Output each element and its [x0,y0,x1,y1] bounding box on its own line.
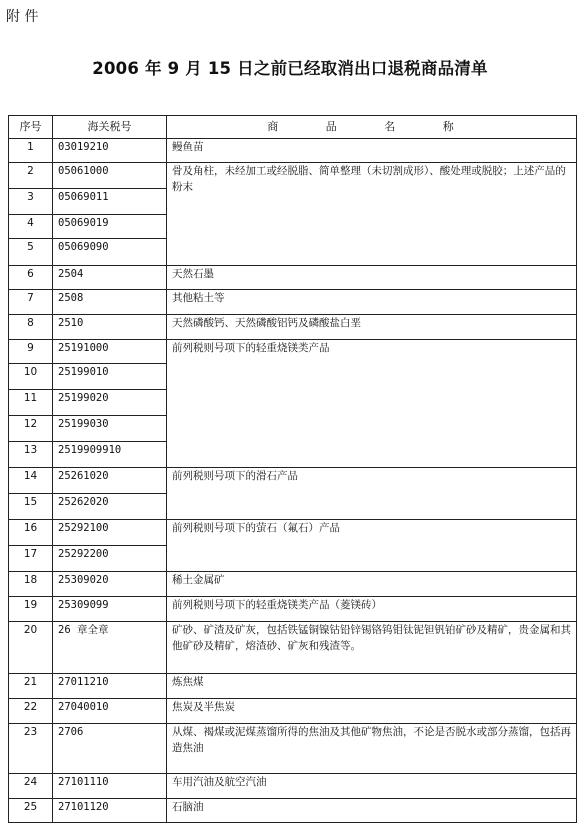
row-code: 25309020 [53,572,167,597]
table-row [9,674,577,699]
row-seq: 12 [9,416,53,442]
table-row [9,163,577,189]
row-code: 25292200 [53,546,167,572]
row-code: 2508 [53,290,167,315]
row-name: 焦炭及半焦炭 [167,699,577,724]
page-title: 2006 年 9 月 15 日之前已经取消出口退税商品清单 [92,59,488,78]
table-row [9,315,577,340]
row-name: 石脑油 [167,799,577,823]
row-seq: 16 [9,520,53,546]
row-name: 前列税则号项下的萤石（氟石）产品 [167,520,577,572]
row-name: 前列税则号项下的滑石产品 [167,468,577,520]
table-header-row [9,116,577,139]
row-seq: 2 [9,163,53,189]
row-name: 矿砂、矿渣及矿灰，包括铁锰铜镍钴铅锌锡铬钨钼钛铌钽钒铂矿砂及精矿，贵金属和其他矿砂及精矿，熔渣砂、矿灰和残渣等。 [167,622,577,674]
row-code: 27101110 [53,774,167,799]
row-name: 前列税则号项下的轻重烧镁类产品（菱镁砖） [167,597,577,622]
row-code: 27040010 [53,699,167,724]
attachment-label: 附 件 [6,9,39,25]
table-row [9,774,577,799]
row-code: 2504 [53,266,167,290]
row-seq: 11 [9,390,53,416]
row-name: 天然磷酸钙、天然磷酸铝钙及磷酸盐白垩 [167,315,577,340]
row-code: 27011210 [53,674,167,699]
row-seq: 4 [9,215,53,239]
table-row [9,622,577,674]
column-header-code: 海关税号 [53,116,167,139]
row-code: 26 章全章 [53,622,167,674]
row-seq: 25 [9,799,53,823]
row-name: 车用汽油及航空汽油 [167,774,577,799]
row-seq: 19 [9,597,53,622]
row-name: 炼焦煤 [167,674,577,699]
row-code: 25191000 [53,340,167,364]
table-row [9,520,577,546]
table-row [9,572,577,597]
row-name: 稀土金属矿 [167,572,577,597]
row-code: 03019210 [53,139,167,163]
row-seq: 8 [9,315,53,340]
row-seq: 6 [9,266,53,290]
row-seq: 18 [9,572,53,597]
table-row [9,266,577,290]
table-row [9,340,577,364]
row-code: 27101120 [53,799,167,823]
row-seq: 17 [9,546,53,572]
row-seq: 14 [9,468,53,494]
commodity-table [8,115,577,823]
table-row [9,139,577,163]
table-row [9,699,577,724]
row-name: 从煤、褐煤或泥煤蒸馏所得的焦油及其他矿物焦油，不论是否脱水或部分蒸馏，包括再造焦油 [167,724,577,774]
row-code: 05069019 [53,215,167,239]
row-code: 05069011 [53,189,167,215]
row-code: 25261020 [53,468,167,494]
row-code: 2706 [53,724,167,774]
column-header-name: 商 品 名 称 [167,116,577,139]
row-code: 2510 [53,315,167,340]
row-seq: 20 [9,622,53,674]
row-name: 鳗鱼苗 [167,139,577,163]
row-seq: 21 [9,674,53,699]
table-row [9,290,577,315]
row-seq: 10 [9,364,53,390]
row-seq: 7 [9,290,53,315]
row-code: 25292100 [53,520,167,546]
row-code: 05061000 [53,163,167,189]
row-code: 05069090 [53,239,167,266]
row-name: 其他粘土等 [167,290,577,315]
table-row [9,724,577,774]
row-seq: 9 [9,340,53,364]
row-code: 25199010 [53,364,167,390]
row-name: 前列税则号项下的轻重烧镁类产品 [167,340,577,468]
column-header-seq: 序号 [9,116,53,139]
row-code: 25199030 [53,416,167,442]
row-seq: 13 [9,442,53,468]
row-code: 25262020 [53,494,167,520]
table-row [9,597,577,622]
row-code: 25199020 [53,390,167,416]
row-seq: 23 [9,724,53,774]
row-seq: 24 [9,774,53,799]
row-seq: 15 [9,494,53,520]
row-seq: 3 [9,189,53,215]
row-code: 2519909910 [53,442,167,468]
table-row [9,468,577,494]
row-name: 骨及角柱，未经加工或经脱脂、简单整理（未切割成形）、酸处理或脱胶；上述产品的粉末 [167,163,577,266]
table-row [9,799,577,823]
row-name: 天然石墨 [167,266,577,290]
row-seq: 1 [9,139,53,163]
row-seq: 5 [9,239,53,266]
row-code: 25309099 [53,597,167,622]
row-seq: 22 [9,699,53,724]
